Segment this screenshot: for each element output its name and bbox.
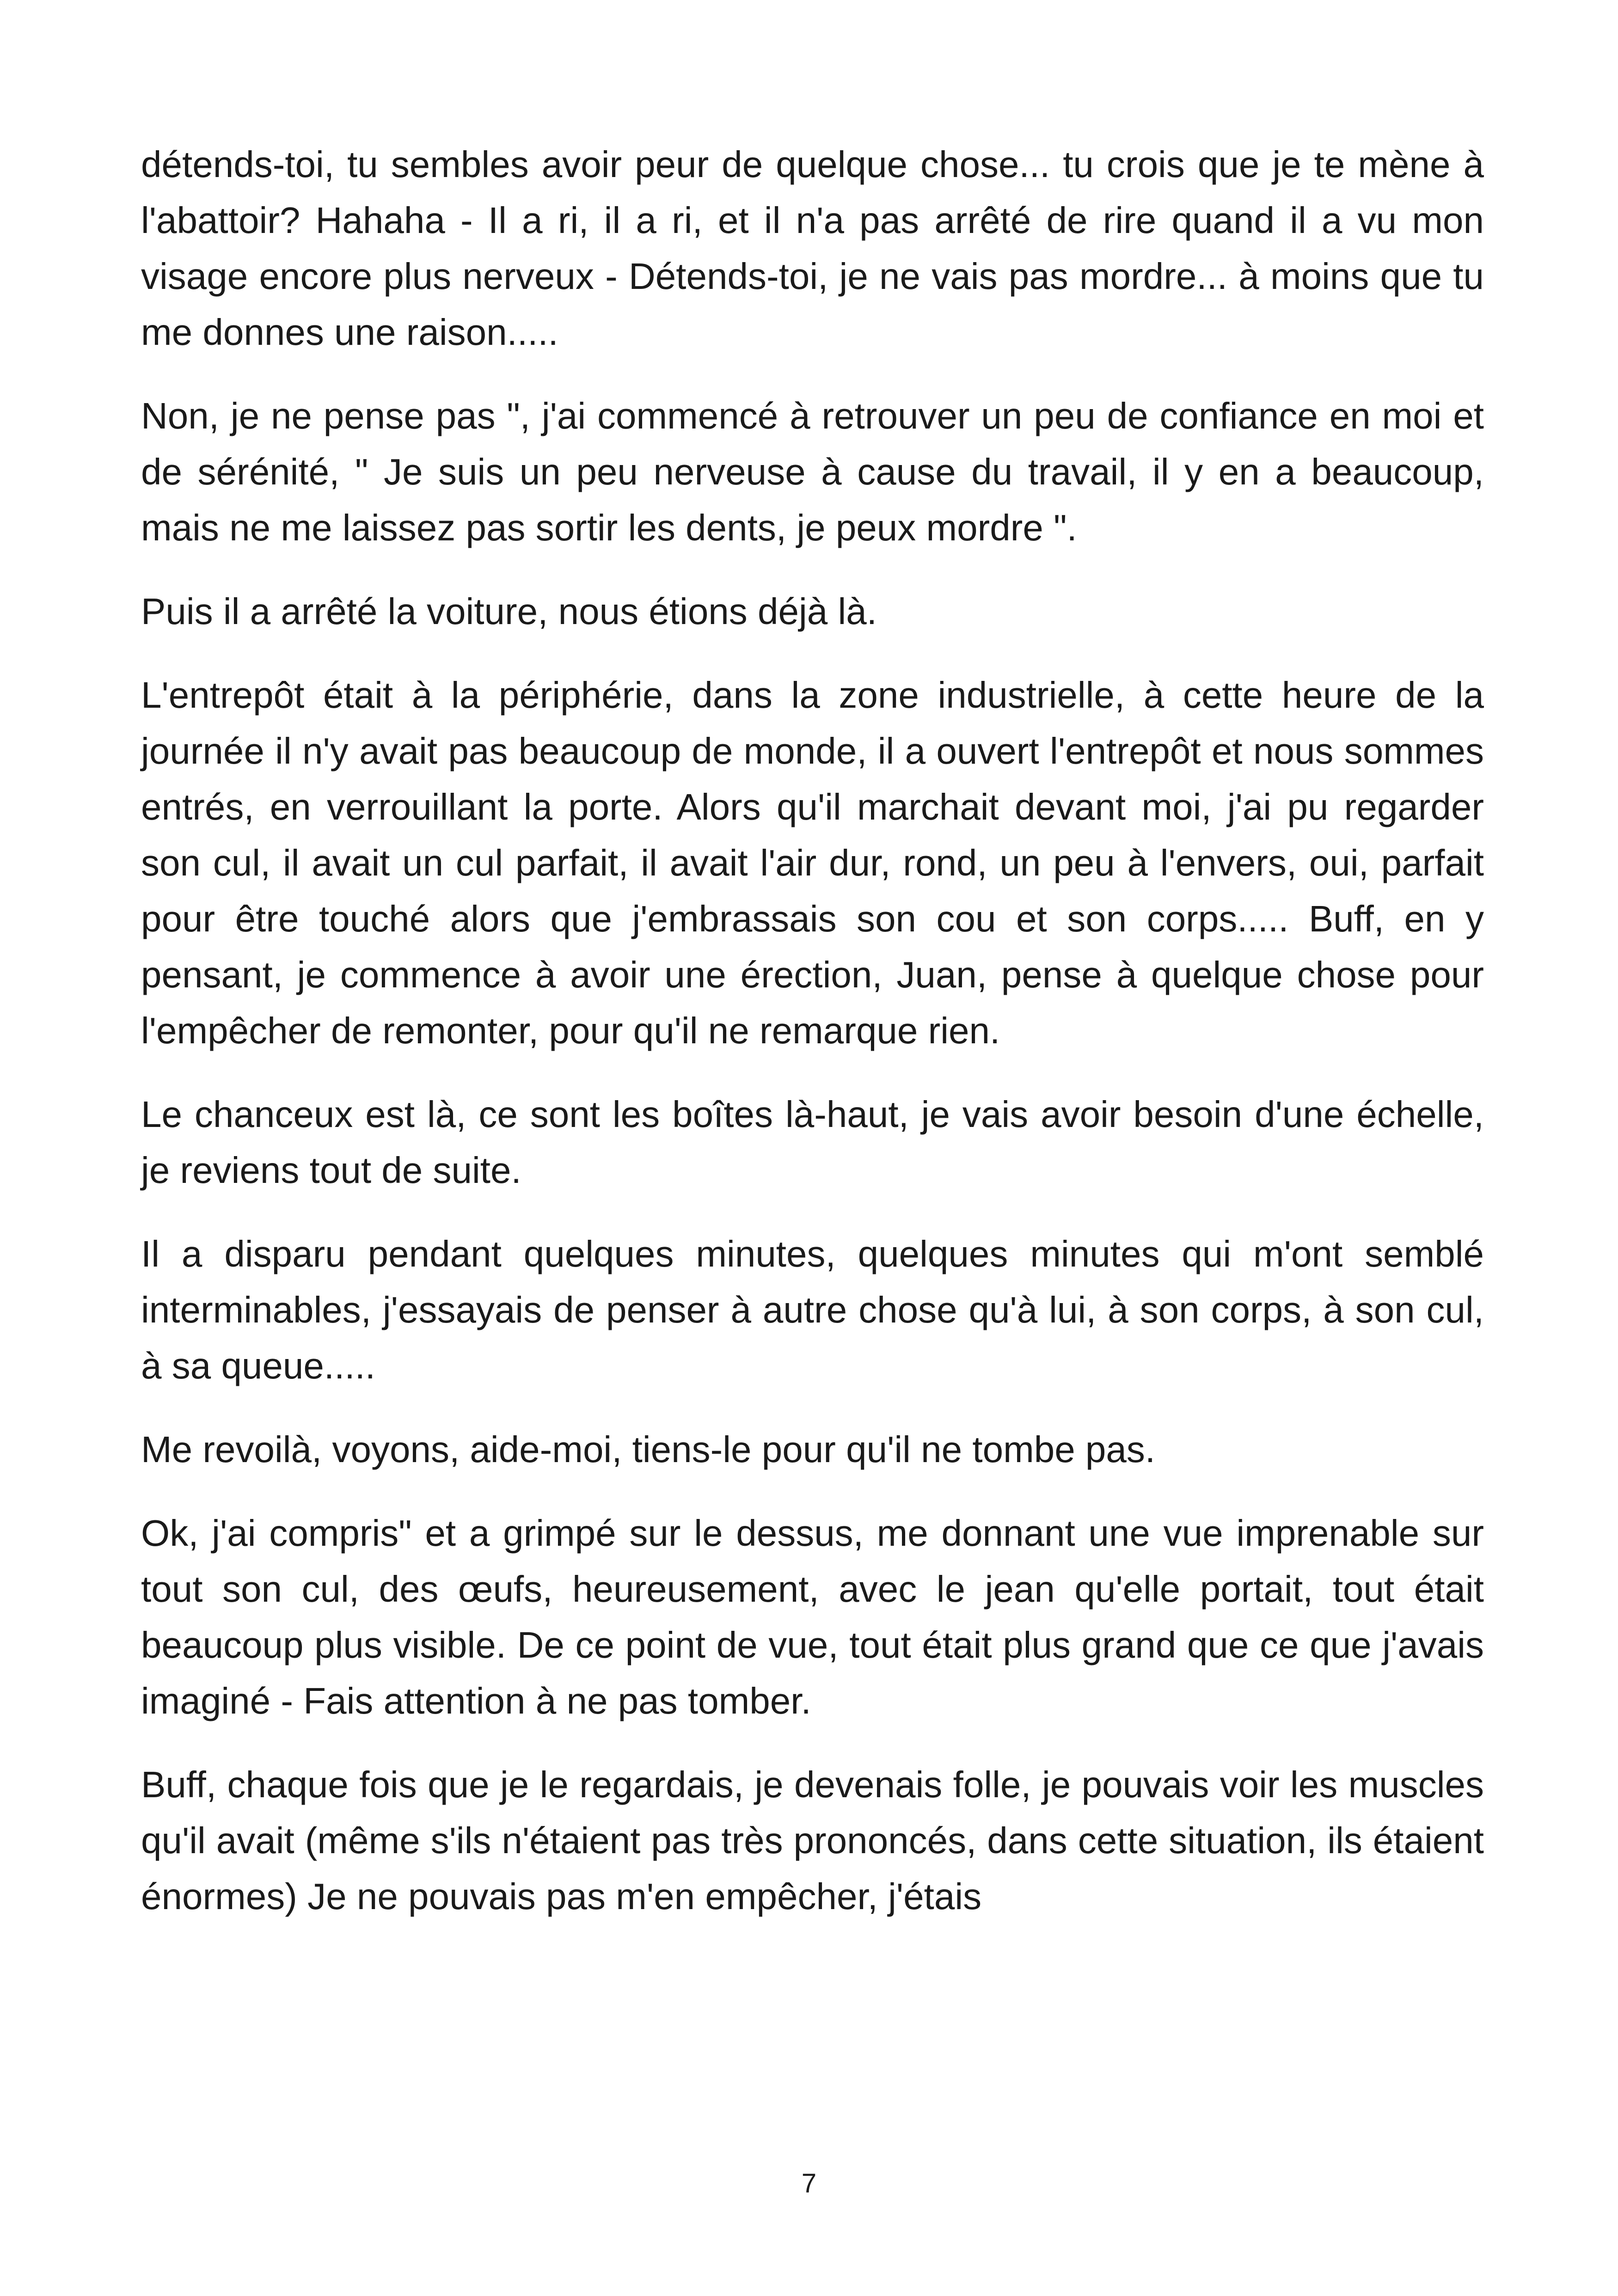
paragraph-6: Il a disparu pendant quelques minutes, quelques minutes qui m'ont semblé interminables, j'essayais de penser à autre chose qu'à lui, à son corps, à son cul, à sa queue..... bbox=[141, 1233, 1484, 1386]
paragraph-4: L'entrepôt était à la périphérie, dans la zone industrielle, à cette heure de la journée il n'y avait pas beaucoup de monde, il a ouvert l'entrepôt et nous sommes entrés, en verrouillant la porte. Alors qu'il marchait devant moi, j'ai pu regarder son cul, il avait un cul parfait, il avait l'air dur, rond, un peu à l'envers, oui, parfait pour être touché alors que j'embrassais son cou et son corps..... Buff, en y pensant, je commence à avoir une érection, Juan, pense à quelque chose pour l'empêcher de remonter, pour qu'il ne remarque rien. bbox=[141, 674, 1484, 1051]
paragraph-2: Non, je ne pense pas ", j'ai commencé à retrouver un peu de confiance en moi et de sérénité, " Je suis un peu nerveuse à cause du travail, il y en a beaucoup, mais ne me laissez pas sortir les dents, je peux mordre ". bbox=[141, 395, 1484, 548]
paragraph-7: Me revoilà, voyons, aide-moi, tiens-le pour qu'il ne tombe pas. bbox=[141, 1429, 1156, 1470]
page-number: 7 bbox=[801, 2168, 817, 2198]
body-text bbox=[141, 136, 1484, 1952]
paragraph-5: Le chanceux est là, ce sont les boîtes là-haut, je vais avoir besoin d'une échelle, je reviens tout de suite. bbox=[141, 1094, 1484, 1191]
paragraph-8: Ok, j'ai compris" et a grimpé sur le dessus, me donnant une vue imprenable sur tout son cul, des œufs, heureusement, avec le jean qu'elle portait, tout était beaucoup plus visible. De ce point de vue, tout était plus grand que ce que j'avais imaginé - Fais attention à ne pas tomber. bbox=[141, 1512, 1484, 1721]
paragraph-3: Puis il a arrêté la voiture, nous étions déjà là. bbox=[141, 591, 877, 632]
paragraph-9: Buff, chaque fois que je le regardais, je devenais folle, je pouvais voir les muscles qu'il avait (même s'ils n'étaient pas très prononcés, dans cette situation, ils étaient énormes) Je ne pouvais pas m'en empêcher, j'étais bbox=[141, 1764, 1484, 1917]
paragraph-1: détends-toi, tu sembles avoir peur de quelque chose... tu crois que je te mène à l'abattoir? Hahaha - Il a ri, il a ri, et il n'a pas arrêté de rire quand il a vu mon visage encore plus nerveux - Détends-toi, je ne vais pas mordre... à moins que tu me donnes une raison..... bbox=[141, 144, 1484, 353]
